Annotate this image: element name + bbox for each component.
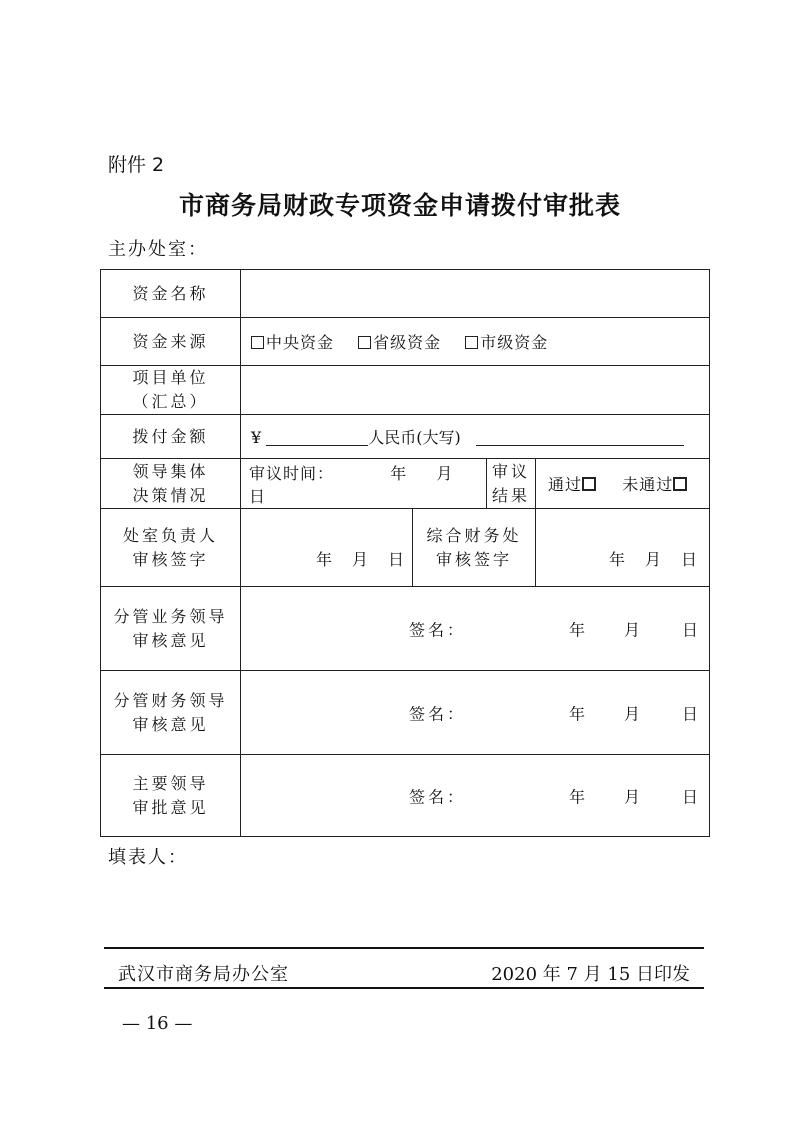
dept-head-label: 处室负责人 审核签字: [101, 509, 241, 587]
biz-leader-label: 分管业务领导 审核意见: [101, 587, 241, 671]
fin-leader-opinion-cell[interactable]: 签名： 年 月 日: [241, 671, 710, 755]
issuer-name: 武汉市商务局办公室: [118, 964, 289, 985]
finance-dept-label: 综合财务处 审核签字: [413, 509, 536, 587]
footer-bottom-rule: [104, 987, 704, 989]
amount-words-input[interactable]: [476, 427, 684, 446]
checkbox-central-fund[interactable]: 中央资金: [251, 333, 334, 352]
checkbox-pass[interactable]: 通过: [548, 475, 598, 494]
project-unit-label: 项目单位 （汇总）: [101, 366, 241, 415]
approval-form-table: [100, 269, 710, 837]
attachment-label: 附件 2: [108, 154, 165, 176]
table-row: [101, 366, 710, 415]
currency-symbol: ¥: [251, 428, 262, 447]
sign-label: 签名：: [409, 704, 467, 723]
table-row: [101, 509, 710, 587]
page-number: — 16 —: [122, 1013, 193, 1034]
amount-rmb-label: 人民币(大写): [368, 428, 461, 447]
main-leader-label: 主要领导 审批意见: [101, 755, 241, 837]
checkbox-icon: [251, 336, 264, 349]
document-title: 市商务局财政专项资金申请拨付审批表: [178, 191, 621, 220]
sign-label: 签名：: [409, 787, 467, 806]
table-row: [101, 415, 710, 459]
table-row: [101, 671, 710, 755]
footer-top-rule: [104, 947, 704, 949]
dept-head-signature-cell[interactable]: 年 月 日: [241, 509, 413, 587]
fund-source-options: [241, 318, 710, 366]
office-label: 主办处室：: [108, 239, 208, 260]
table-row: [101, 587, 710, 671]
amount-label: 拨付金额: [101, 415, 241, 459]
checkbox-icon: [582, 477, 596, 491]
fund-name-field[interactable]: [241, 270, 710, 318]
filler-label: 填表人：: [108, 847, 188, 868]
amount-number-input[interactable]: [266, 427, 368, 446]
issue-date: 2020 年 7 月 15 日印发: [491, 964, 690, 985]
fund-source-label: 资金来源: [101, 318, 241, 366]
fund-name-label: 资金名称: [101, 270, 241, 318]
review-time-cell[interactable]: 审议时间： 年 月 日: [241, 459, 487, 509]
table-row: [101, 459, 710, 509]
review-result-options: [536, 459, 710, 509]
sign-label: 签名：: [409, 620, 467, 639]
review-time-label: 审议时间：: [249, 463, 335, 483]
checkbox-icon: [358, 336, 371, 349]
fin-leader-label: 分管财务领导 审核意见: [101, 671, 241, 755]
table-row: [101, 755, 710, 837]
checkbox-fail[interactable]: 未通过: [622, 475, 689, 494]
checkbox-provincial-fund[interactable]: 省级资金: [358, 333, 441, 352]
amount-field: [241, 415, 710, 459]
main-leader-opinion-cell[interactable]: 签名： 年 月 日: [241, 755, 710, 837]
decision-label: 领导集体 决策情况: [101, 459, 241, 509]
checkbox-municipal-fund[interactable]: 市级资金: [465, 333, 548, 352]
finance-dept-signature-cell[interactable]: 年 月 日: [536, 509, 710, 587]
checkbox-icon: [465, 336, 478, 349]
review-result-label: 审议 结果: [487, 459, 536, 509]
project-unit-field[interactable]: [241, 366, 710, 415]
table-row: [101, 318, 710, 366]
checkbox-icon: [673, 477, 687, 491]
biz-leader-opinion-cell[interactable]: 签名： 年 月 日: [241, 587, 710, 671]
table-row: [101, 270, 710, 318]
